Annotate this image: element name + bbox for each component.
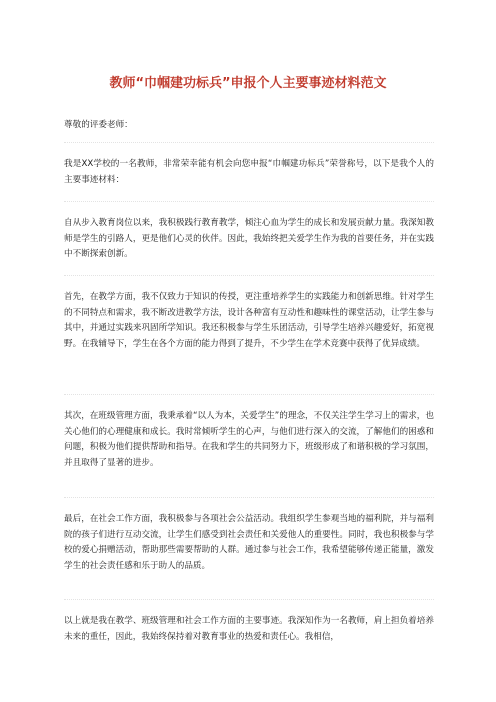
salutation: 尊敬的评委老师：	[64, 120, 133, 130]
paragraph-social-work: 最后，在社会工作方面，我积极参与各项社会公益活动。我组织学生参观当地的福利院，并与福利院的孩子们进行互动交流，让学生们感受到社会责任和关爱他人的重要性。同时，我也积极参与学校的爱心捐赠活动，帮助那些需要帮助的人群。通过参与社会工作，我希望能够传递正能量，激发学生的社会责任感和乐于助人的品质。	[64, 514, 434, 571]
separator	[64, 497, 434, 498]
paragraph-class-management: 其次，在班级管理方面，我秉承着“以人为本，关爱学生”的理念，不仅关注学生学习上的需求，也关心他们的心理健康和成长。我时常倾听学生的心声，与他们进行深入的交流，了解他们的困惑和问题，积极为他们提供帮助和指导。在我和学生的共同努力下，班级形成了和谐积极的学习氛围，并且取得了显著的进步。	[64, 411, 434, 468]
document-title: 教师“巾帼建功标兵”申报个人主要事迹材料范文	[109, 76, 387, 91]
separator	[64, 394, 434, 395]
separator	[64, 142, 434, 143]
paragraph-intro: 我是XX学校的一名教师，非常荣幸能有机会向您申报“巾帼建功标兵”荣誉称号，以下是我个人的主要事迹材料：	[64, 159, 434, 185]
paragraph-career: 自从步入教育岗位以来，我积极践行教育教学，倾注心血为学生的成长和发展贡献力量。我深知教师是学生的引路人，更是他们心灵的伙伴。因此，我始终把关爱学生作为我的首要任务，并在实践中不断探索创新。	[64, 218, 434, 260]
separator	[64, 599, 434, 600]
paragraph-teaching: 首先，在教学方面，我不仅致力于知识的传授，更注重培养学生的实践能力和创新思维。针对学生的不同特点和需求，我不断改进教学方法，设计各种富有互动性和趣味性的课堂活动，让学生参与其中，并通过实践来巩固所学知识。我还积极参与学生乐团活动，引导学生培养兴趣爱好，拓宽视野。在我辅导下，学生在各个方面的能力得到了提升，不少学生在学术竞赛中获得了优异成绩。	[64, 292, 434, 349]
paragraph-summary: 以上就是我在教学、班级管理和社会工作方面的主要事迹。我深知作为一名教师，肩上担负着培养未来的重任，因此，我始终保持着对教育事业的热爱和责任心。我相信，	[64, 616, 434, 642]
separator	[64, 201, 434, 202]
separator	[64, 275, 434, 276]
